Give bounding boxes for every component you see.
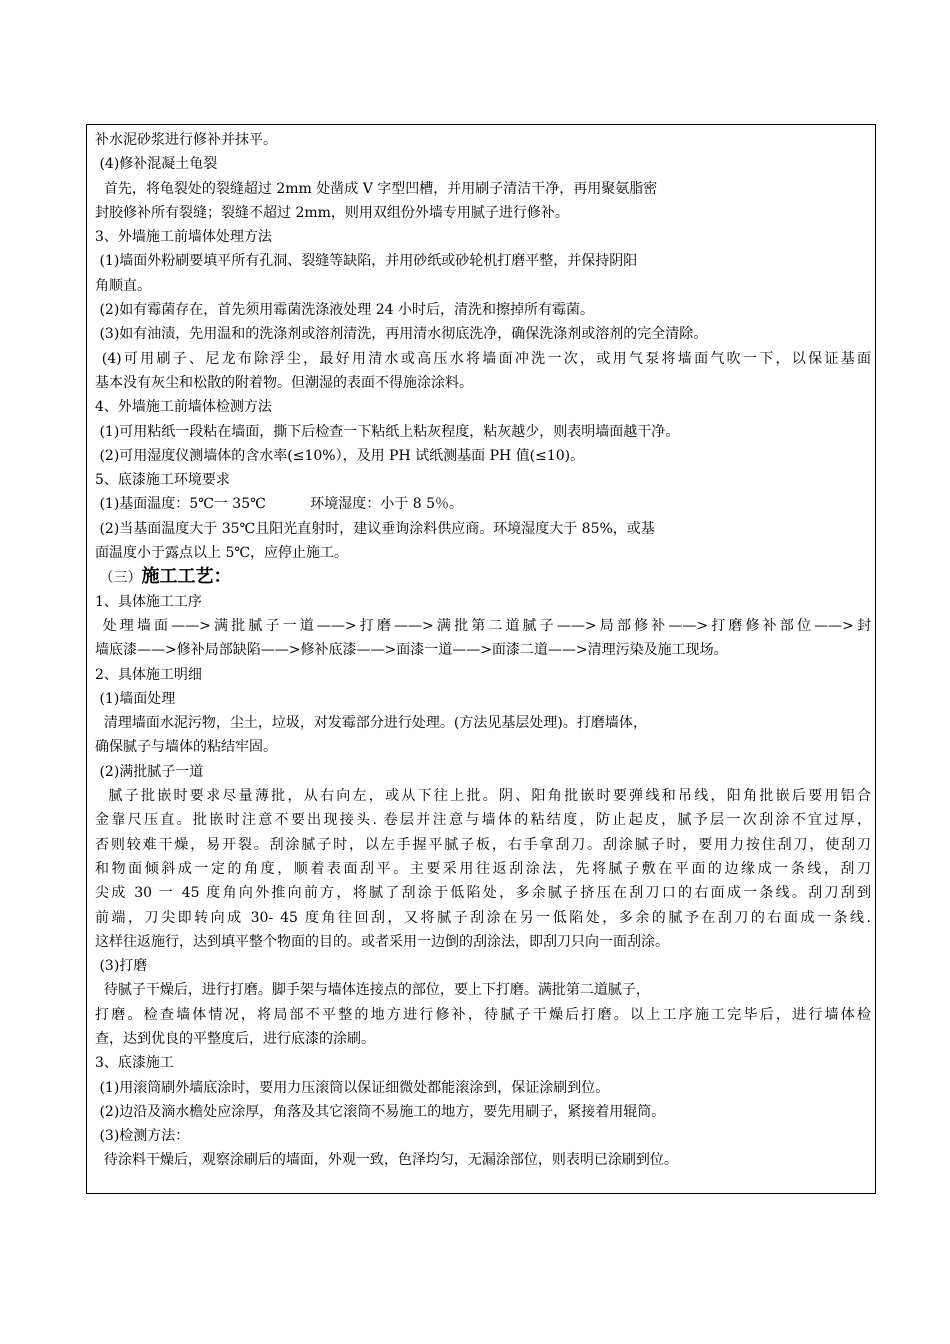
section-prefix: （三） — [95, 570, 142, 587]
text-line: (2)当基面温度大于 35℃且阳光直射时，建议垂询涂料供应商。环境湿度大于 85%，或基 — [95, 520, 655, 537]
text-line: (3)如有油渍，先用温和的洗涤剂或溶剂清洗，再用清水彻底洗净，确保洗涤剂或溶剂的完全清除。 — [95, 326, 708, 343]
text-line: 金靠尺压直。批嵌时注意不要出现接头. 卷层并注意与墙体的粘结度，防止起皮，腻予层一次刮涂不宜过厚， — [95, 812, 871, 829]
text-line: 否则较难干燥，易开裂。刮涂腻子时，以左手握平腻子板，右手拿刮刀。刮涂腻子时，要用力按住刮刀，使刮刀 — [95, 836, 871, 853]
text-line: (2)满批腻子一道 — [95, 763, 204, 780]
text-line: 3、外墙施工前墙体处理方法 — [95, 229, 272, 246]
text-line: 确保腻子与墙体的粘结牢固。 — [95, 739, 277, 756]
text-line: (1)基面温度：5℃一 35℃ 环境湿度：小于 8 5％。 — [95, 496, 463, 513]
text-line: (2)如有霉菌存在，首先须用霉菌洗涤液处理 24 小时后，清洗和擦掉所有霉菌。 — [95, 302, 594, 319]
text-line: (4)修补混凝土龟裂 — [95, 156, 218, 173]
text-line: (2)边沿及滴水檐处应涂厚，角落及其它滚筒不易施工的地方，要先用刷子，紧接着用辊筒。 — [95, 1103, 666, 1120]
text-line: 3、底漆施工 — [95, 1055, 174, 1072]
text-line: 5、底漆施工环境要求 — [95, 472, 230, 489]
text-line: 这样往返施行，达到填平整个物面的目的。或者采用一边倒的刮涂法，即刮刀只向一面刮涂。 — [95, 933, 669, 950]
text-line: (4)可用刷子、尼龙布除浮尘，最好用清水或高压水将墙面冲洗一次，或用气泵将墙面气吹一下，以保证基面 — [95, 350, 871, 367]
text-line: 基本没有灰尘和松散的附着物。但潮湿的表面不得施涂涂料。 — [95, 374, 473, 391]
text-line: (1)墙面外粉刷要填平所有孔洞、裂缝等缺陷，并用砂纸或砂轮机打磨平整，并保持阴阳 — [95, 253, 638, 270]
section-heading — [95, 565, 871, 589]
section-title: 施工工艺： — [141, 566, 232, 588]
text-line: (1)可用粘纸一段粘在墙面，撕下后检查一下粘纸上粘灰程度，粘灰越少，则表明墙面越干净。 — [95, 423, 680, 440]
text-line: (1)用滚筒刷外墙底涂时，要用力压滚筒以保证细微处都能滚涂到，保证涂刷到位。 — [95, 1079, 610, 1096]
text-line: 补水泥砂浆进行修补并抹平。 — [95, 132, 277, 148]
text-line: 封胶修补所有裂缝；裂缝不超过 2mm，则用双组份外墙专用腻子进行修补。 — [95, 204, 569, 221]
text-line: 清理墙面水泥污物，尘土，垃圾，对发霉部分进行处理。(方法见基层处理)。打磨墙体， — [95, 715, 647, 732]
text-line: 查，达到优良的平整度后，进行底漆的涂刷。 — [95, 1030, 375, 1047]
text-line: (1)墙面处理 — [95, 690, 176, 707]
text-line: 4、外墙施工前墙体检测方法 — [95, 399, 272, 416]
text-line: 墙底漆——>修补局部缺陷——>修补底漆——>面漆一道——>面漆二道——>清理污染及施工现场。 — [95, 642, 728, 659]
document-body — [95, 128, 871, 1173]
text-line: 处理墙面——>满批腻子一道——>打磨——>满批第二道腻子——>局部修补——>打磨修补部位——>封 — [95, 617, 871, 634]
text-line: (2)可用湿度仪测墙体的含水率(≤10%），及用 PH 试纸测基面 PH 值(≤10)。 — [95, 447, 585, 464]
text-line: 2、具体施工明细 — [95, 666, 202, 683]
text-line: 前端，刀尖即转向成 30- 45 度角往回刮，又将腻子刮涂在另一低陷处，多余的腻予在刮刀的右面成一条线. — [95, 909, 871, 926]
text-line: 腻子批嵌时要求尽量薄批，从右向左，或从下往上批。阴、阳角批嵌时要弹线和吊线，阳角批嵌后要用铝合 — [95, 788, 871, 805]
text-line: 面温度小于露点以上 5℃，应停止施工。 — [95, 545, 349, 562]
text-line: 待涂料干燥后，观察涂刷后的墙面，外观一致，色泽均匀，无漏涂部位，则表明已涂刷到位。 — [95, 1152, 678, 1169]
text-line: 尖成 30 一 45 度角向外推向前方，将腻了刮涂于低陷处，多余腻子挤压在刮刀口的右面成一条线。刮刀刮到 — [95, 885, 871, 902]
text-line: 待腻子干燥后，进行打磨。脚手架与墙体连接点的部位，要上下打磨。满批第二道腻子， — [95, 982, 650, 999]
text-line: 打磨。检查墙体情况，将局部不平整的地方进行修补，待腻子干燥后打磨。以上工序施工完毕后，进行墙体检 — [95, 1006, 871, 1023]
text-line: 角顺直。 — [95, 277, 151, 294]
text-line: (3)打磨 — [95, 958, 148, 975]
text-line: 首先，将龟裂处的裂缝超过 2mm 处凿成 V 字型凹槽，并用刷子清洁干净，再用聚氨脂密 — [95, 180, 658, 197]
text-line: 1、具体施工工序 — [95, 593, 202, 610]
text-line: 和物面倾斜成一定的角度，顺着表面刮平。主要采用往返刮涂法，先将腻子敷在平面的边缘成一条线，刮刀 — [95, 860, 871, 877]
text-line: (3)检测方法： — [95, 1128, 190, 1145]
